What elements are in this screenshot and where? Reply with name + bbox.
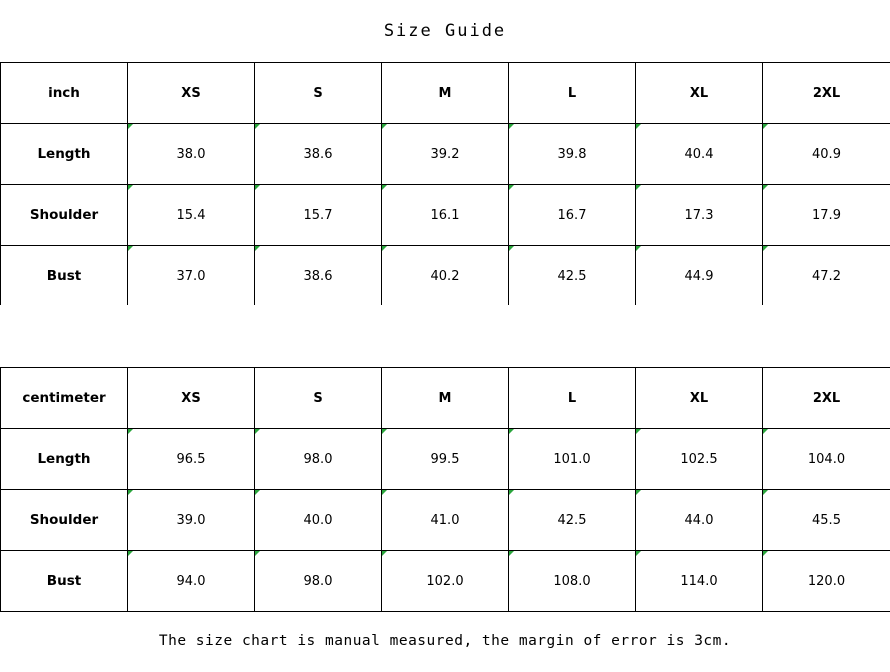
cell-bust-s: 98.0 — [255, 551, 382, 612]
unit-label-inch: inch — [1, 63, 128, 124]
table-row — [1, 246, 890, 307]
column-header-xs: XS — [128, 368, 255, 429]
footer-note: The size chart is manual measured, the margin of error is 3cm. — [158, 633, 732, 649]
centimeter-size-table-wrapper — [0, 367, 890, 612]
column-header-s: S — [255, 368, 382, 429]
column-header-2xl: 2XL — [763, 63, 890, 124]
cell-length-xl: 40.4 — [636, 124, 763, 185]
cell-length-l: 101.0 — [509, 429, 636, 490]
table-separator — [0, 305, 890, 367]
cell-bust-xl: 44.9 — [636, 246, 763, 307]
cell-length-xs: 96.5 — [128, 429, 255, 490]
cell-bust-l: 42.5 — [509, 246, 636, 307]
table-row — [1, 124, 890, 185]
unit-label-centimeter: centimeter — [1, 368, 128, 429]
cell-shoulder-xl: 44.0 — [636, 490, 763, 551]
cell-length-m: 99.5 — [382, 429, 509, 490]
cell-length-s: 98.0 — [255, 429, 382, 490]
row-label-bust: Bust — [1, 551, 128, 612]
table-row — [1, 185, 890, 246]
row-label-shoulder: Shoulder — [1, 490, 128, 551]
cell-shoulder-xs: 39.0 — [128, 490, 255, 551]
inch-size-table-wrapper — [0, 62, 890, 307]
column-header-xs: XS — [128, 63, 255, 124]
cell-shoulder-l: 42.5 — [509, 490, 636, 551]
cell-length-xl: 102.5 — [636, 429, 763, 490]
cell-shoulder-xl: 17.3 — [636, 185, 763, 246]
cell-bust-2xl: 47.2 — [763, 246, 890, 307]
cell-bust-2xl: 120.0 — [763, 551, 890, 612]
cell-shoulder-m: 41.0 — [382, 490, 509, 551]
cell-length-2xl: 40.9 — [763, 124, 890, 185]
column-header-s: S — [255, 63, 382, 124]
column-header-m: M — [382, 63, 509, 124]
cell-shoulder-xs: 15.4 — [128, 185, 255, 246]
cell-bust-xl: 114.0 — [636, 551, 763, 612]
column-header-2xl: 2XL — [763, 368, 890, 429]
cell-bust-s: 38.6 — [255, 246, 382, 307]
cell-length-xs: 38.0 — [128, 124, 255, 185]
cell-shoulder-s: 40.0 — [255, 490, 382, 551]
table-row — [1, 429, 890, 490]
centimeter-size-table — [0, 367, 890, 612]
cell-shoulder-2xl: 17.9 — [763, 185, 890, 246]
page-title: Size Guide — [383, 21, 507, 41]
column-header-xl: XL — [636, 63, 763, 124]
cell-bust-m: 40.2 — [382, 246, 509, 307]
inch-size-table — [0, 62, 890, 307]
row-label-length: Length — [1, 124, 128, 185]
cell-length-m: 39.2 — [382, 124, 509, 185]
table-row — [1, 551, 890, 612]
column-header-l: L — [509, 63, 636, 124]
row-label-length: Length — [1, 429, 128, 490]
cell-length-2xl: 104.0 — [763, 429, 890, 490]
cell-length-l: 39.8 — [509, 124, 636, 185]
cell-shoulder-l: 16.7 — [509, 185, 636, 246]
column-header-l: L — [509, 368, 636, 429]
cell-shoulder-2xl: 45.5 — [763, 490, 890, 551]
cell-bust-xs: 37.0 — [128, 246, 255, 307]
column-header-m: M — [382, 368, 509, 429]
table-header-row — [1, 368, 890, 429]
table-row — [1, 490, 890, 551]
cell-bust-xs: 94.0 — [128, 551, 255, 612]
cell-bust-m: 102.0 — [382, 551, 509, 612]
table-header-row — [1, 63, 890, 124]
cell-shoulder-m: 16.1 — [382, 185, 509, 246]
row-label-bust: Bust — [1, 246, 128, 307]
cell-length-s: 38.6 — [255, 124, 382, 185]
cell-bust-l: 108.0 — [509, 551, 636, 612]
column-header-xl: XL — [636, 368, 763, 429]
cell-shoulder-s: 15.7 — [255, 185, 382, 246]
row-label-shoulder: Shoulder — [1, 185, 128, 246]
